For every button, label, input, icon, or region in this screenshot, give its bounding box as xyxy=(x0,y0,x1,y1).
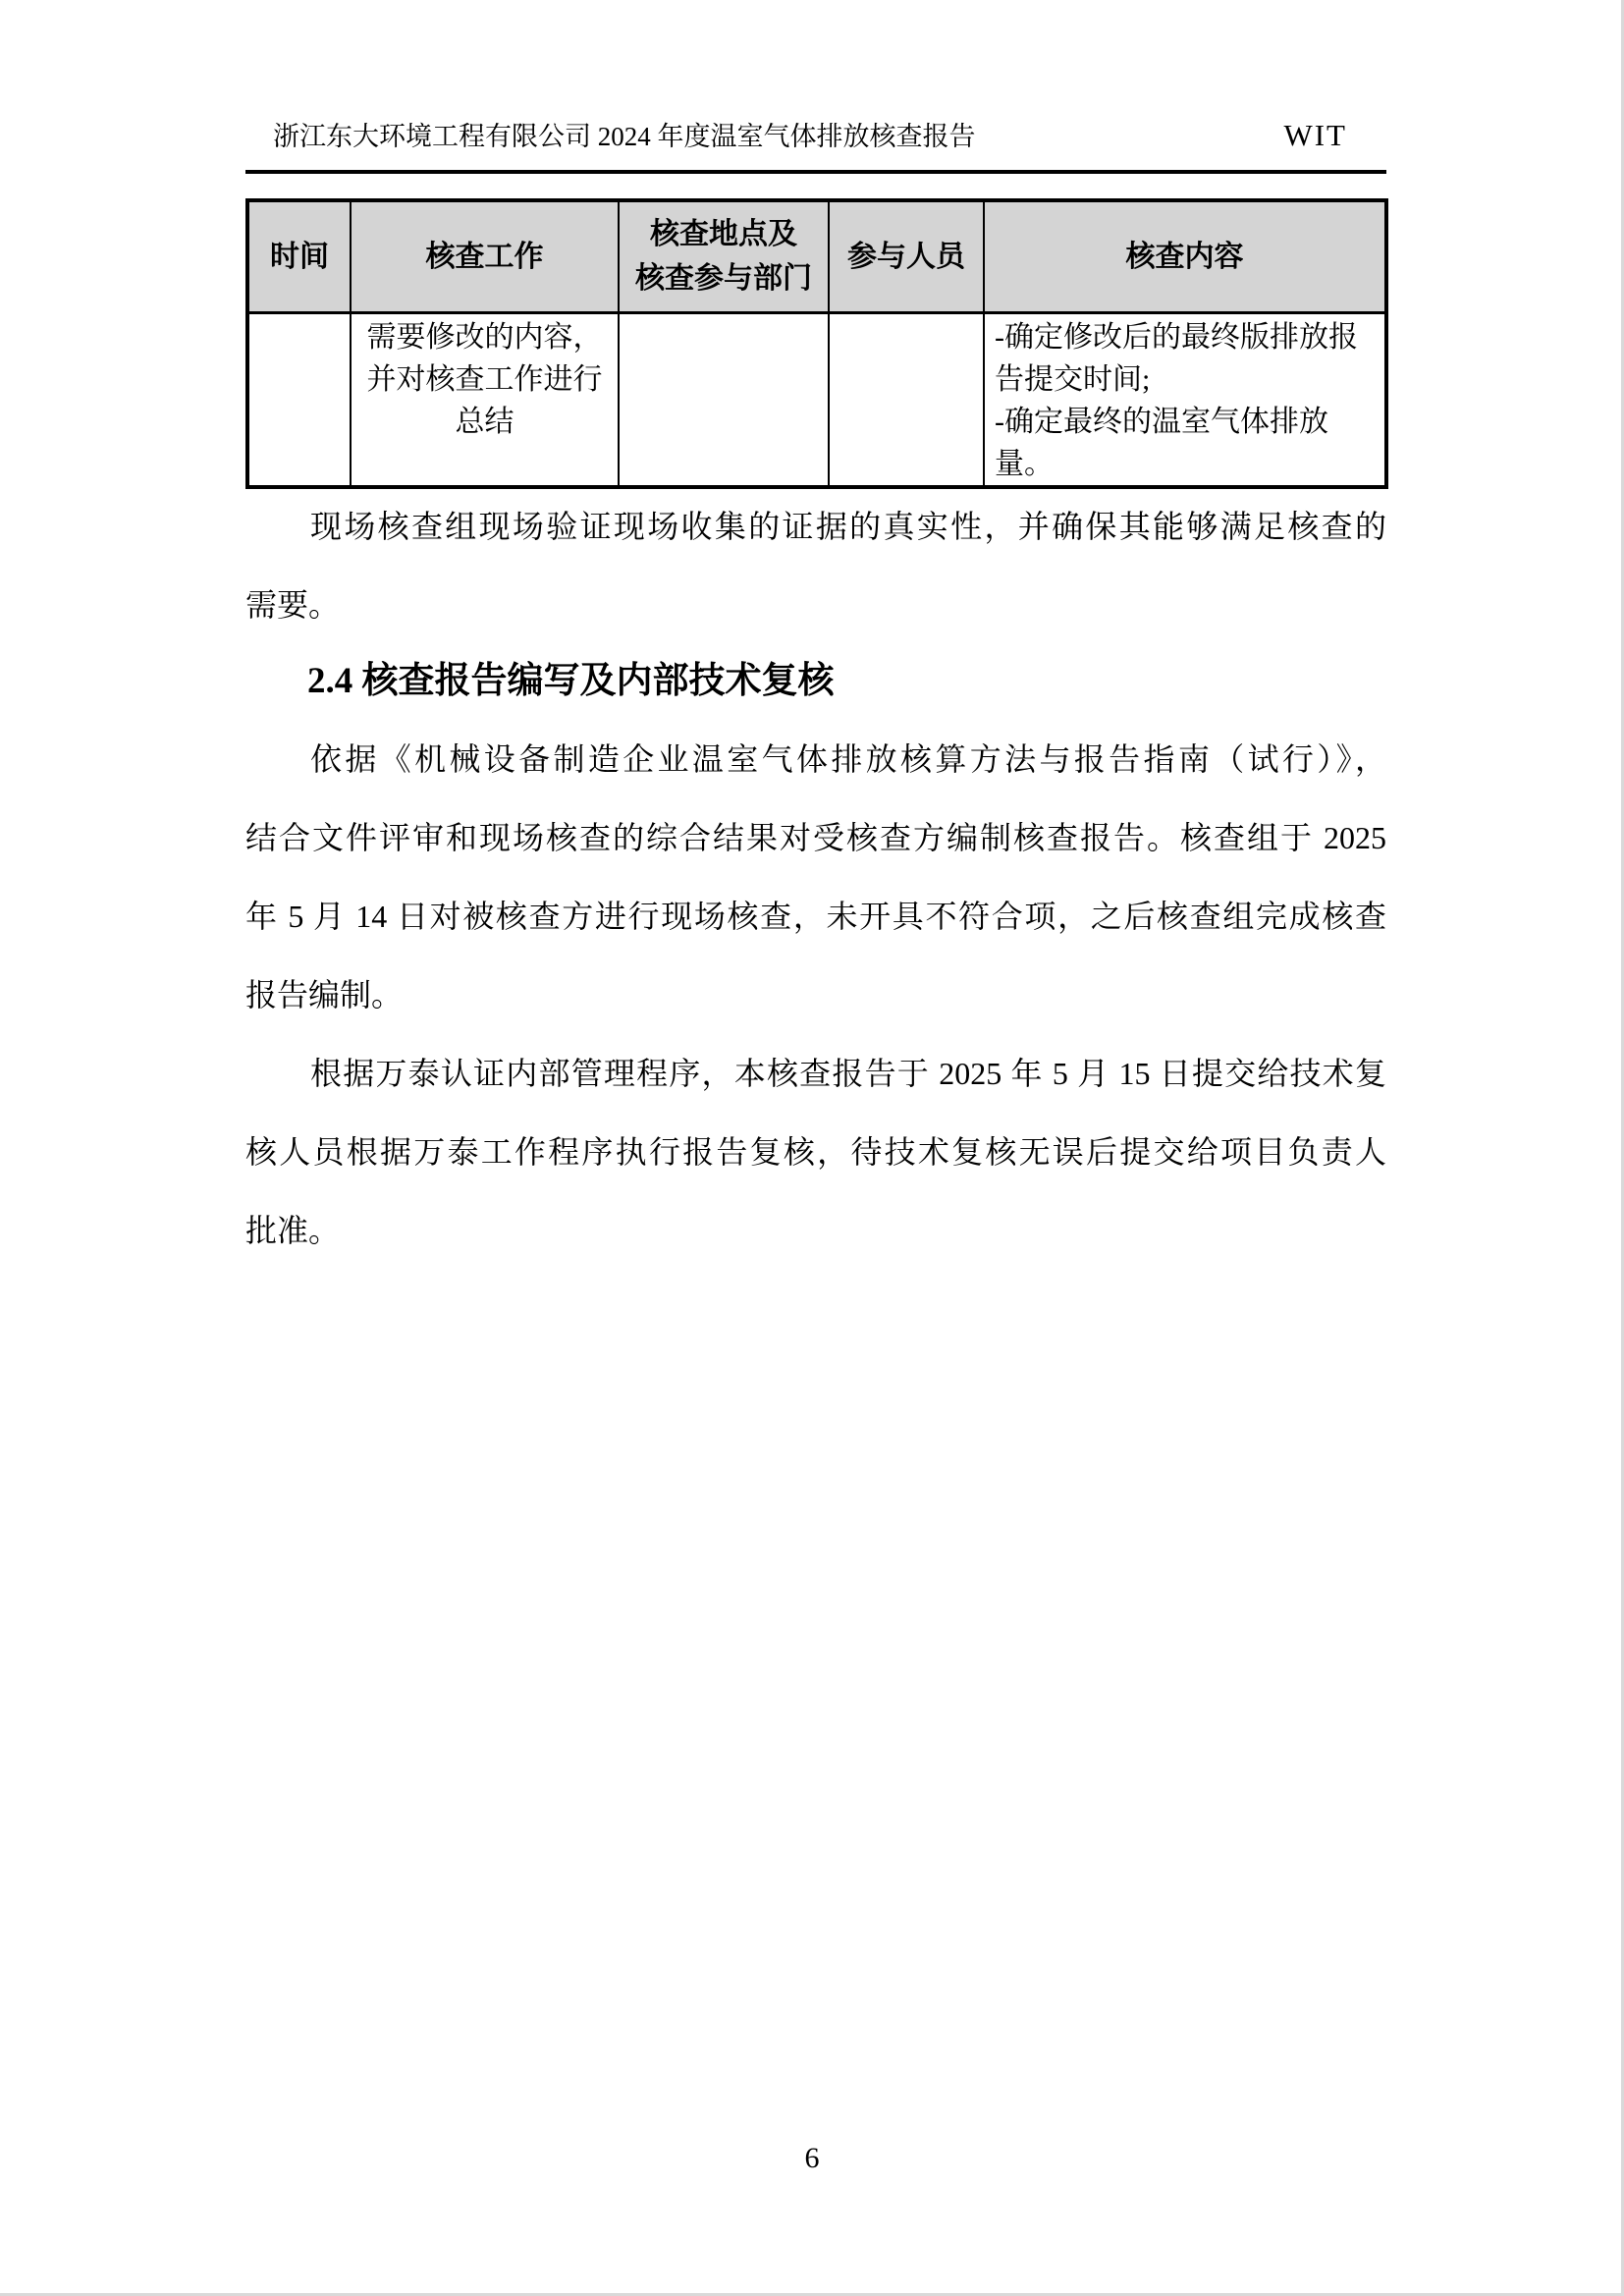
page-number: 6 xyxy=(804,2142,820,2174)
cell-content-line3: -确定最终的温室气体排放 xyxy=(995,405,1328,438)
cell-time xyxy=(247,312,351,487)
cell-location xyxy=(619,312,829,487)
cell-work-line3: 总结 xyxy=(455,405,514,438)
col-header-time: 时间 xyxy=(247,200,351,312)
section-heading-2-4: 2.4 核查报告编写及内部技术复核 xyxy=(307,661,835,701)
cell-work-line1: 需要修改的内容， xyxy=(366,320,603,354)
cell-work-line2: 并对核查工作进行 xyxy=(366,362,603,396)
paragraph-report-writing xyxy=(245,720,1386,1034)
paragraph-evidence-line1: 现场核查组现场验证现场收集的证据的真实性，并确保其能够满足核查的 xyxy=(310,509,1386,544)
paragraph-review-line2: 核人员根据万泰工作程序执行报告复核，待技术复核无误后提交给项目负责人 xyxy=(245,1134,1386,1170)
paragraph-evidence-line2: 需要。 xyxy=(245,587,341,623)
table-row xyxy=(247,312,1386,487)
paragraph-report-line1: 依据《机械设备制造企业温室气体排放核算方法与报告指南（试行）》， xyxy=(310,741,1386,777)
table-header-row xyxy=(247,200,1386,312)
col-header-participants: 参与人员 xyxy=(829,200,984,312)
page-header xyxy=(245,118,1386,154)
col-header-location-line1: 核查地点及 xyxy=(650,218,797,251)
report-title: 浙江东大环境工程有限公司 2024 年度温室气体排放核查报告 xyxy=(273,122,976,151)
paragraph-evidence xyxy=(245,487,1386,644)
paragraph-report-line4: 报告编制。 xyxy=(245,977,404,1012)
cell-content xyxy=(984,312,1386,487)
header-divider xyxy=(245,170,1386,174)
cell-participants xyxy=(829,312,984,487)
col-header-content: 核查内容 xyxy=(984,200,1386,312)
verification-schedule-table xyxy=(245,198,1388,489)
cell-content-line4: 量。 xyxy=(995,447,1054,480)
col-header-location xyxy=(619,200,829,312)
paragraph-technical-review xyxy=(245,1034,1386,1270)
cell-content-line1: -确定修改后的最终版排放报 xyxy=(995,320,1358,354)
paragraph-review-line1: 根据万泰认证内部管理程序，本核查报告于 2025 年 5 月 15 日提交给技术复 xyxy=(310,1056,1386,1091)
paragraph-report-line2: 结合文件评审和现场核查的综合结果对受核查方编制核查报告。核查组于 2025 xyxy=(245,820,1386,855)
cell-content-line2: 告提交时间; xyxy=(995,362,1151,396)
col-header-work: 核查工作 xyxy=(351,200,619,312)
cell-work xyxy=(351,312,619,487)
paragraph-review-line3: 批准。 xyxy=(245,1213,341,1248)
brand-mark: WIT xyxy=(1283,118,1347,152)
col-header-location-line2: 核查参与部门 xyxy=(635,262,812,296)
paragraph-report-line3: 年 5 月 14 日对被核查方进行现场核查，未开具不符合项，之后核查组完成核查 xyxy=(245,899,1386,934)
